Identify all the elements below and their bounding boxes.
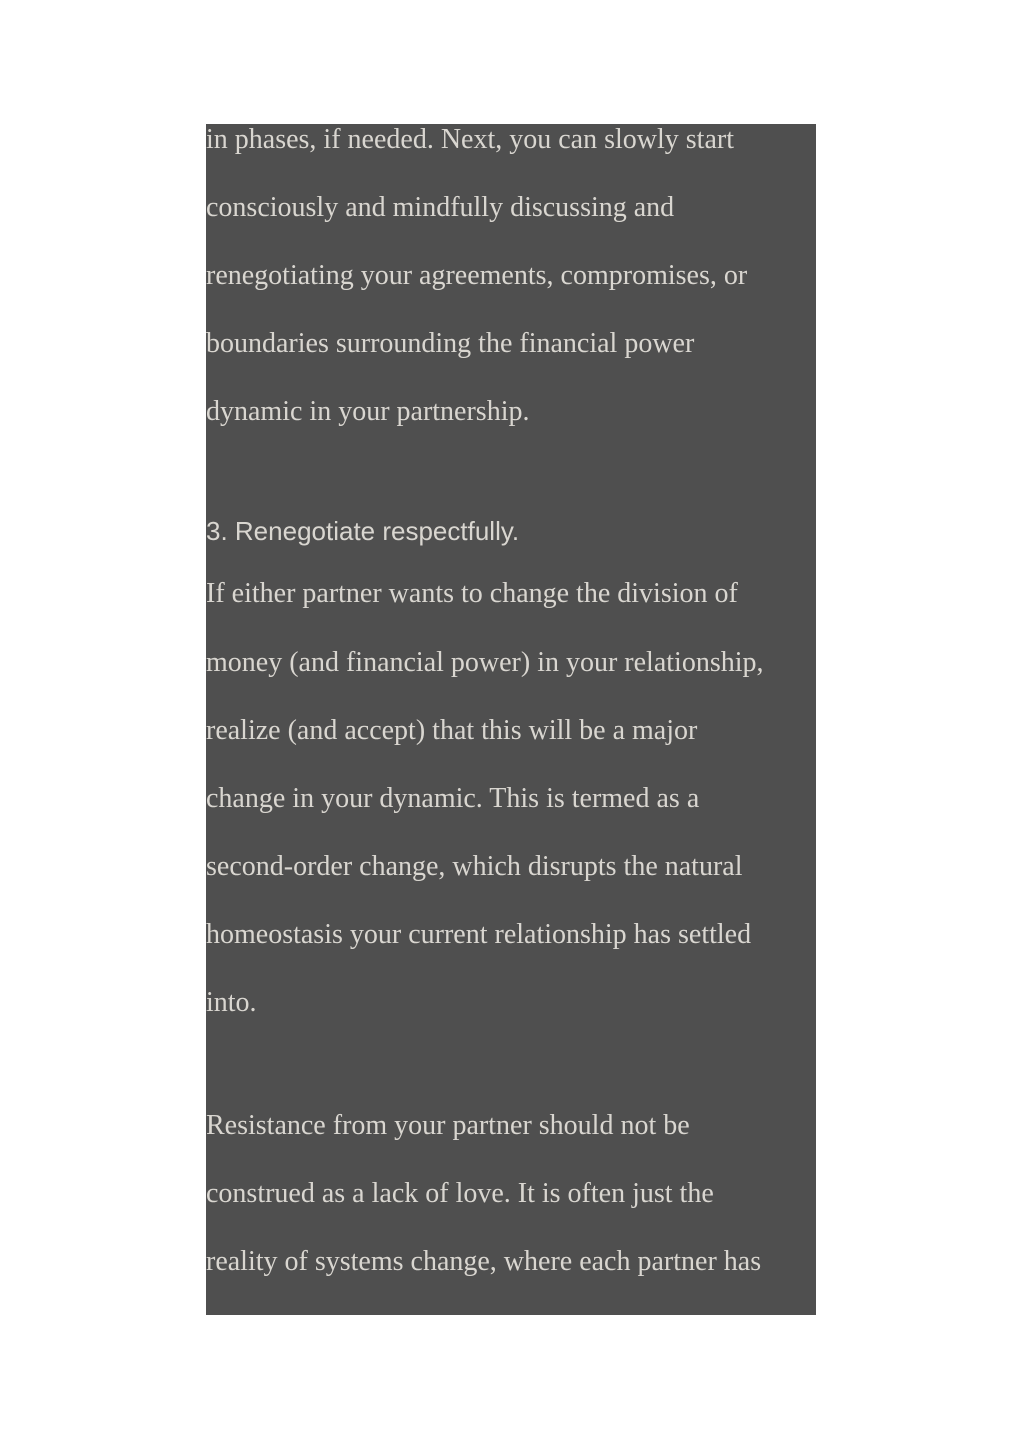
paragraph-line: construed as a lack of love. It is often just the <box>206 1178 714 1209</box>
paragraph-line: money (and financial power) in your relationship, <box>206 647 764 678</box>
section-heading: 3. Renegotiate respectfully. <box>206 516 520 546</box>
paragraph-line: Resistance from your partner should not be <box>206 1110 690 1141</box>
paragraph-line: realize (and accept) that this will be a major <box>206 715 698 746</box>
text-panel <box>206 124 816 1315</box>
paragraph-line: If either partner wants to change the division of <box>206 578 738 609</box>
paragraph-line: into. <box>206 987 257 1018</box>
paragraph-line: second-order change, which disrupts the natural <box>206 851 743 882</box>
paragraph-line: change in your dynamic. This is termed as a <box>206 783 700 814</box>
paragraph-line: in phases, if needed. Next, you can slowly start <box>206 124 734 155</box>
paragraph-line: reality of systems change, where each partner has <box>206 1246 762 1277</box>
paragraph-line: dynamic in your partnership. <box>206 396 530 427</box>
paragraph-line: homeostasis your current relationship has settled <box>206 919 752 950</box>
paragraph-line: consciously and mindfully discussing and <box>206 192 675 223</box>
paragraph-line: renegotiating your agreements, compromises, or <box>206 260 748 291</box>
paragraph-line: boundaries surrounding the financial power <box>206 328 695 359</box>
